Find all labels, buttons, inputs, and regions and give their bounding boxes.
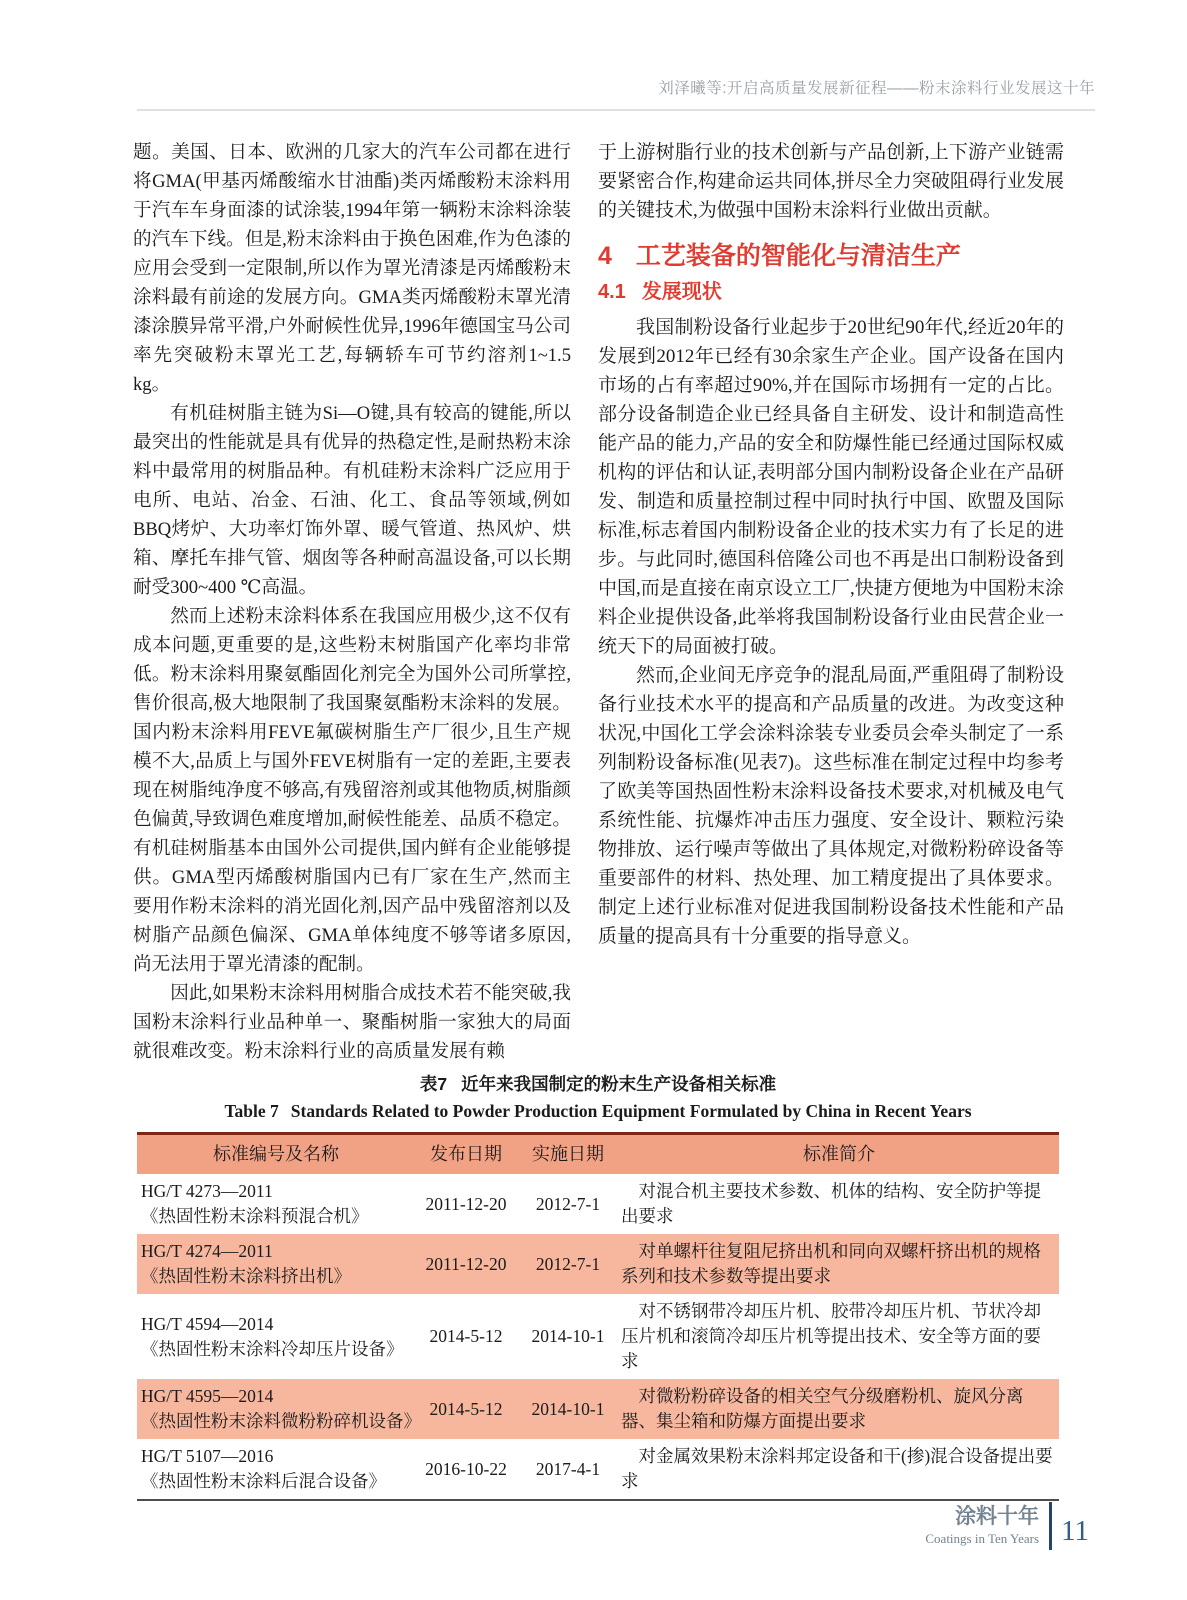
table-row [137,1294,1059,1379]
publish-date: 2014-5-12 [429,1398,503,1419]
standard-name: 《热固性粉末涂料后混合设备》 [141,1471,386,1491]
paragraph: 因此,如果粉末涂料用树脂合成技术若不能突破,我国粉末涂料行业品种单一、聚酯树脂一家独大的局面就很难改变。粉末涂料行业的高质量发展有赖 [133,983,571,1062]
standard-brief: 对不锈钢带冷却压片机、胶带冷却压片机、节状冷却压片机和滚筒冷却压片机等提出技术、安全等方面的要求 [621,1301,1041,1371]
standard-brief: 对混合机主要技术参数、机体的结构、安全防护等提出要求 [621,1181,1041,1226]
paragraph: 然而上述粉末涂料体系在我国应用极少,这不仅有成本问题,更重要的是,这些粉末树脂国产化率均非常低。粉末涂料用聚氨酯固化剂完全为国外公司所掌控,售价很高,极大地限制了我国聚氨酯粉末涂料的发展。国内粉末涂料用FEVE氟碳树脂生产厂很少,且生产规模不大,品质上与国外FEVE树脂有一定的差距,主要表现在树脂纯净度不够高,有残留溶剂或其他物质,树脂颜色偏黄,导致调色难度增加,耐候性能差、品质不稳定。有机硅树脂基本由国外公司提供,国内鲜有企业能够提供。GMA型丙烯酸树脂国内已有厂家在生产,然而主要用作粉末涂料的消光固化剂,因产品中残留溶剂以及树脂产品颜色偏深、GMA单体纯度不够等诸多原因,尚无法用于罩光清漆的配制。 [133,606,571,975]
implement-date: 2017-4-1 [535,1458,601,1479]
standard-brief: 对微粉粉碎设备的相关空气分级磨粉机、旋风分离器、集尘箱和防爆方面提出要求 [621,1386,1024,1431]
table-row [137,1234,1059,1294]
paragraph-continued: 题。美国、日本、欧洲的几家大的汽车公司都在进行将GMA(甲基丙烯酸缩水甘油酯)类丙烯酸粉末涂料用于汽车车身面漆的试涂装,1994年第一辆粉末涂料涂装的汽车下线。但是,粉末涂料由于换色困难,作为色漆的应用会受到一定限制,所以作为罩光清漆是丙烯酸粉末涂料最有前途的发展方向。GMA类丙烯酸粉末罩光清漆涂膜异常平滑,户外耐候性优异,1996年德国宝马公司率先突破粉末罩光工艺,每辆轿车可节约溶剂1~1.5 kg。 [133,142,571,395]
paragraph: 有机硅树脂主链为Si—O键,具有较高的键能,所以最突出的性能就是具有优异的热稳定性,是耐热粉末涂料中最常用的树脂品种。有机硅粉末涂料广泛应用于电所、电站、冶金、石油、化工、食品等领域,例如BBQ烤炉、大功率灯饰外罩、暖气管道、热风炉、烘箱、摩托车排气管、烟囱等各种耐高温设备,可以长期耐受300~400 ℃高温。 [133,403,571,598]
left-column [133,138,571,1066]
standard-code: HG/T 5107—2016 [141,1446,274,1466]
subsection-title: 发展现状 [641,281,722,303]
section-title: 工艺装备的智能化与清洁生产 [635,242,961,270]
table-row [137,1379,1059,1439]
implement-date: 2014-10-1 [531,1398,605,1419]
table-row [137,1174,1059,1234]
page-number: 11 [1061,1514,1089,1547]
header-implement-date: 实施日期 [517,1134,619,1175]
footer-divider [1049,1502,1052,1550]
journal-name-en: Coatings in Ten Years [925,1530,1040,1546]
running-head: 刘泽曦等:开启高质量发展新征程——粉末涂料行业发展这十年 [137,76,1095,111]
table-header [137,1134,1059,1175]
table-title-en [137,1099,1059,1123]
section-number: 4 [598,242,612,270]
table-header-row [137,1134,1059,1175]
standard-brief: 对金属效果粉末涂料邦定设备和干(掺)混合设备提出要求 [621,1446,1053,1491]
standard-name: 《热固性粉末涂料预混合机》 [141,1206,369,1226]
header-standard: 标准编号及名称 [137,1134,415,1175]
paragraph: 我国制粉设备行业起步于20世纪90年代,经近20年的发展到2012年已经有30余家生产企业。国产设备在国内市场的占有率超过90%,并在国际市场拥有一定的占比。部分设备制造企业已经具备自主研发、设计和制造高性能产品的能力,产品的安全和防爆性能已经通过国际权威机构的评估和认证,表明部分国内制粉设备企业在产品研发、制造和质量控制过程中同时执行中国、欧盟及国际标准,标志着国内制粉设备企业的技术实力有了长足的进步。与此同时,德国科倍隆公司也不再是出口制粉设备到中国,而是直接在南京设立工厂,快捷方便地为中国粉末涂料企业提供设备,此举将我国制粉设备行业由民营企业一统天下的局面被打破。 [598,317,1064,657]
table-title-cn [137,1072,1059,1096]
standard-name: 《热固性粉末涂料冷却压片设备》 [141,1338,404,1359]
standard-code: HG/T 4594—2014 [141,1313,274,1334]
table-number-en: Table 7 [224,1101,279,1121]
standard-code: HG/T 4273—2011 [141,1181,273,1201]
standard-code: HG/T 4595—2014 [141,1386,274,1406]
standards-table [137,1132,1059,1501]
journal-mark [925,1506,1039,1547]
standard-name: 《热固性粉末涂料微粉粉碎机设备》 [141,1411,421,1431]
right-column [598,138,1064,1066]
standard-name: 《热固性粉末涂料挤出机》 [141,1266,351,1286]
table-title-en-text: Standards Related to Powder Production Equipment Formulated by China in Recent Years [290,1101,972,1121]
table-number-cn: 表7 [419,1074,448,1094]
table-row [137,1439,1059,1500]
table-title-cn-text: 近年来我国制定的粉末生产设备相关标准 [461,1074,777,1094]
header-brief: 标准简介 [619,1134,1059,1175]
publish-date: 2011-12-20 [425,1193,507,1214]
paragraph: 然而,企业间无序竞争的混乱局面,严重阻碍了制粉设备行业技术水平的提高和产品质量的改进。为改变这种状况,中国化工学会涂料涂装专业委员会牵头制定了一系列制粉设备标准(见表7)。这些标准在制定过程中均参考了欧美等国热固性粉末涂料设备技术要求,对机械及电气系统性能、抗爆炸冲击压力强度、安全设计、颗粒污染物排放、运行噪声等做出了具体规定,对微粉粉碎设备等重要部件的材料、热处理、加工精度提出了具体要求。制定上述行业标准对促进我国制粉设备技术性能和产品质量的提高具有十分重要的指导意义。 [598,665,1064,947]
publish-date: 2011-12-20 [425,1253,507,1274]
implement-date: 2012-7-1 [535,1253,601,1274]
two-column-body [133,138,1064,1066]
header-publish-date: 发布日期 [415,1134,517,1175]
paragraph-continued: 于上游树脂行业的技术创新与产品创新,上下游产业链需要紧密合作,构建命运共同体,拼尽全力突破阻碍行业发展的关键技术,为做强中国粉末涂料行业做出贡献。 [598,142,1064,221]
subsection-number: 4.1 [598,281,626,303]
subsection-heading [598,279,1064,305]
standard-code: HG/T 4274—2011 [141,1241,273,1261]
section-heading [598,240,1064,272]
publish-date: 2014-5-12 [429,1326,503,1346]
table7-block [137,1072,1059,1501]
page-footer [925,1502,1089,1550]
journal-name-cn: 涂料十年 [955,1504,1040,1528]
publish-date: 2016-10-22 [425,1458,507,1479]
standard-brief: 对单螺杆往复阻尼挤出机和同向双螺杆挤出机的规格系列和技术参数等提出要求 [621,1241,1041,1286]
implement-date: 2012-7-1 [535,1193,601,1214]
implement-date: 2014-10-1 [531,1326,605,1346]
